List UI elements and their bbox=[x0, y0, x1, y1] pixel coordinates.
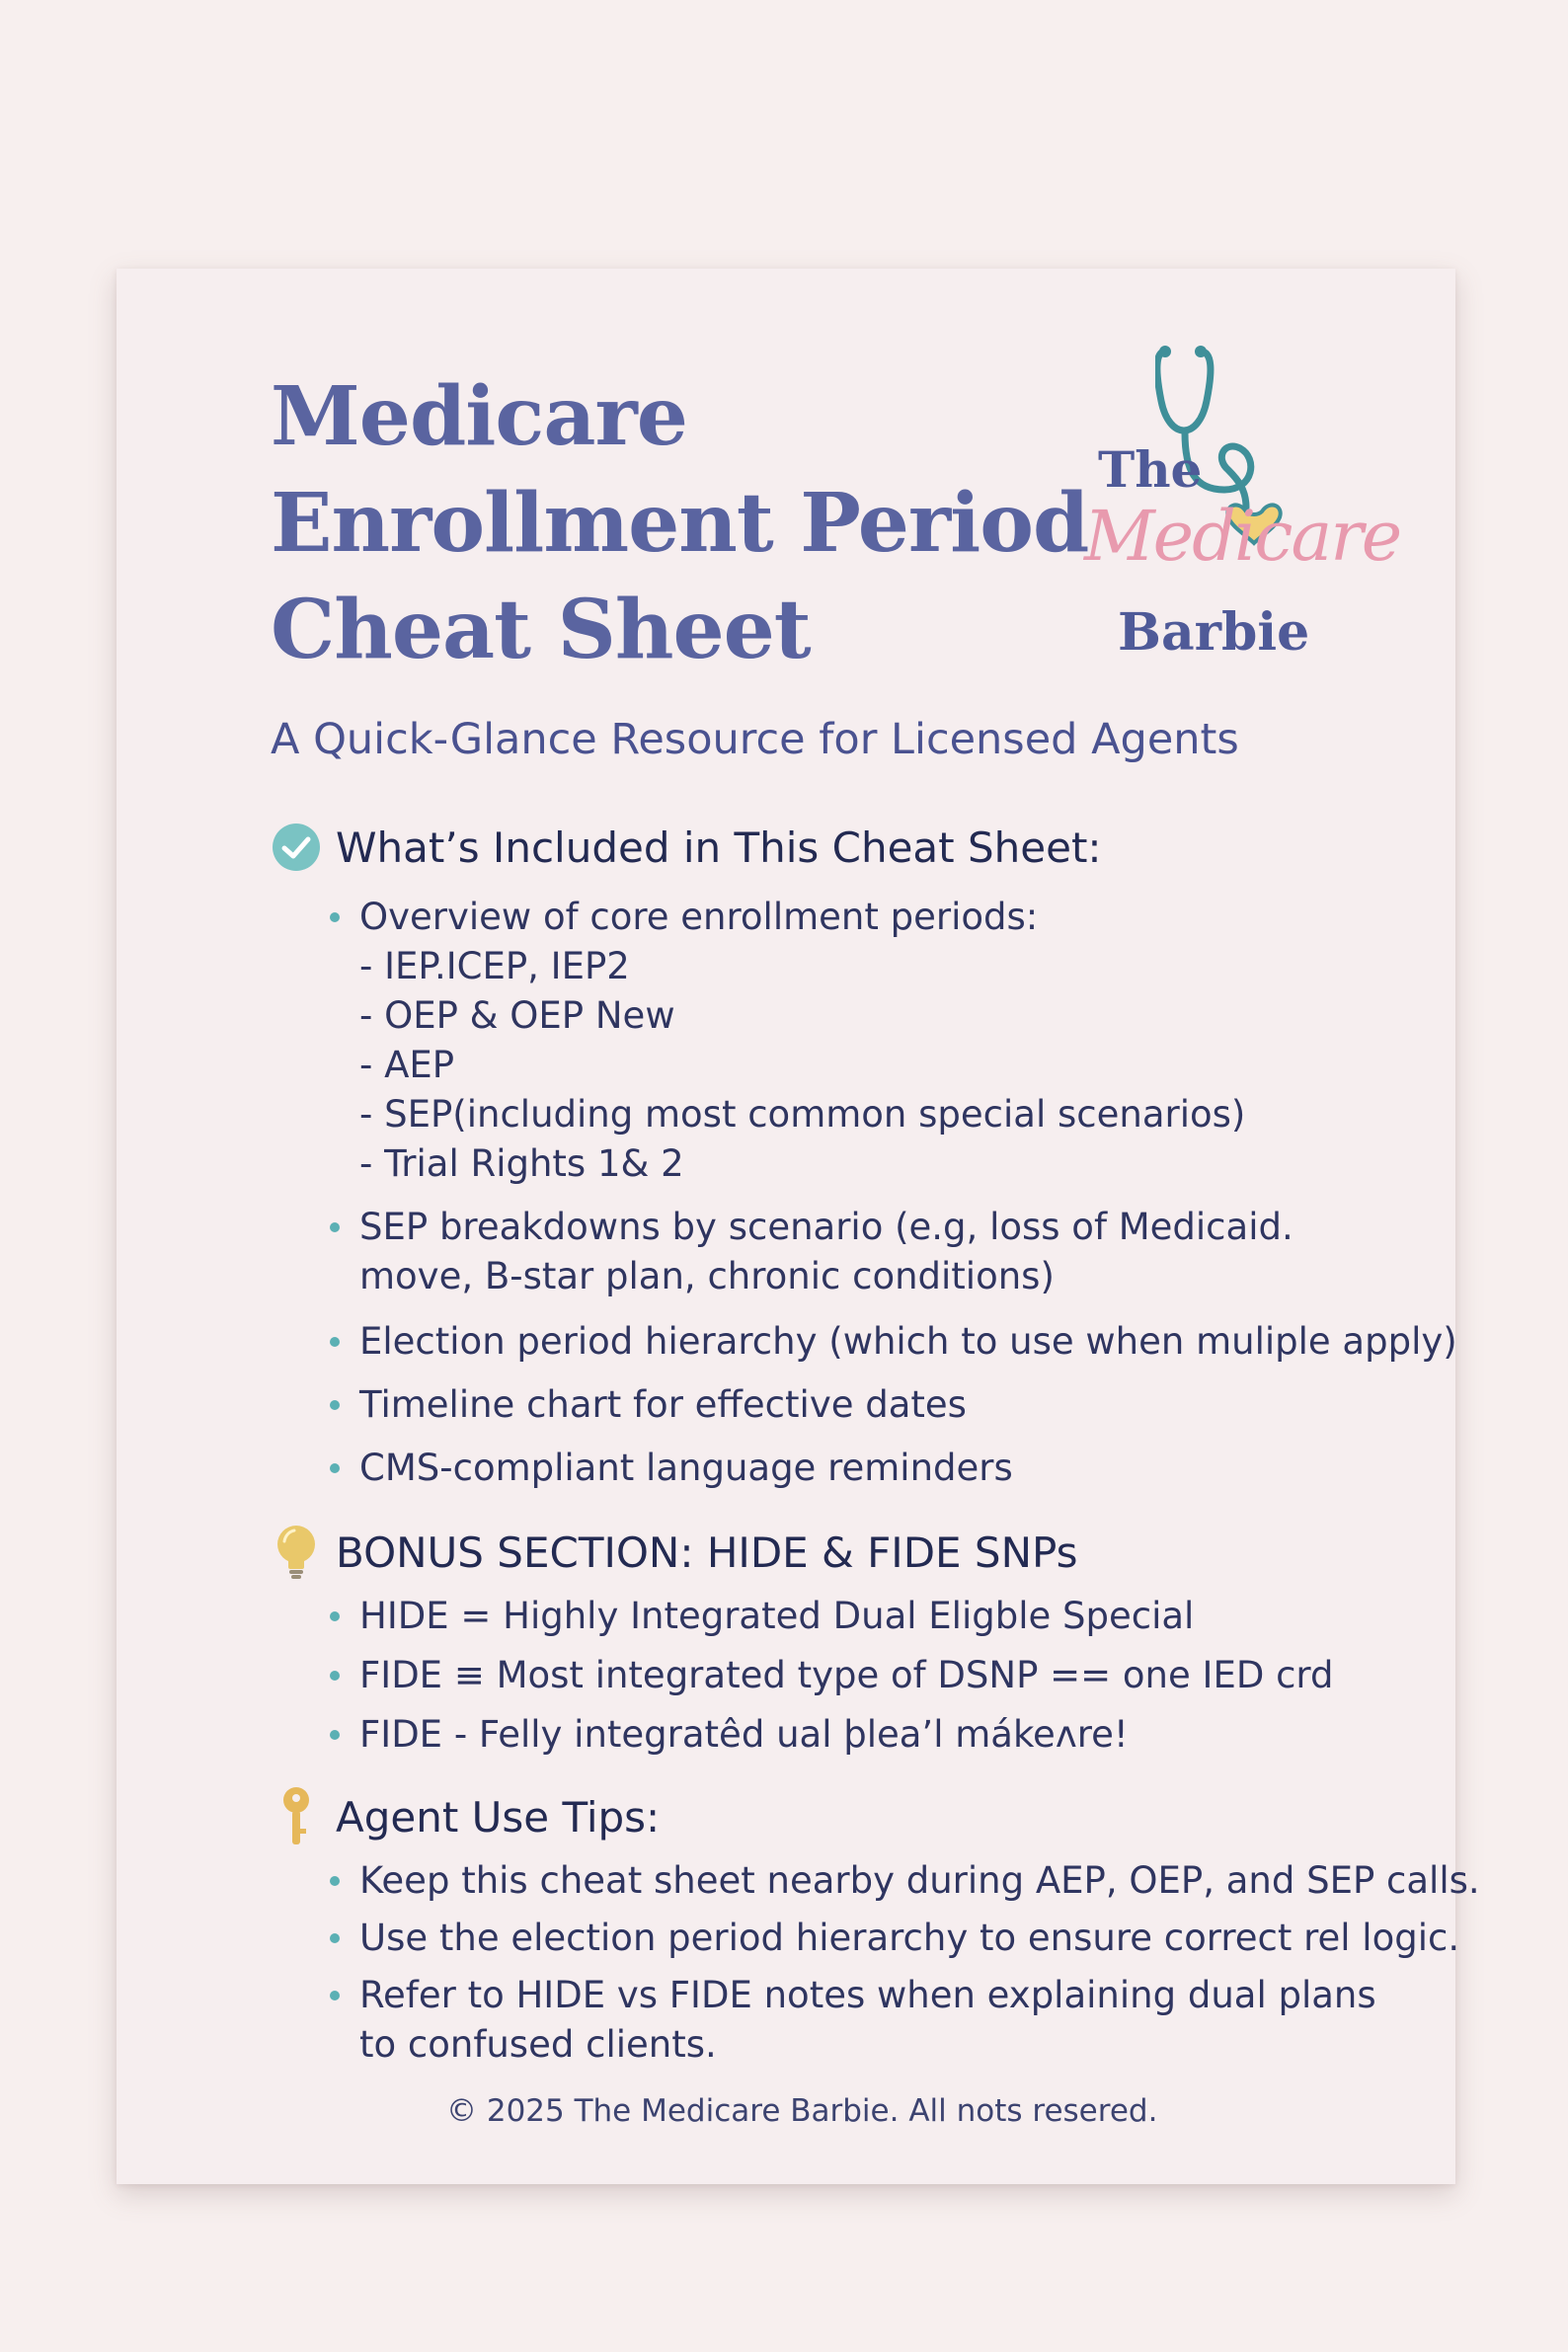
title-line-3: Cheat Sheet bbox=[271, 583, 811, 677]
bonus-heading: BONUS SECTION: HIDE & FIDE SNPs bbox=[336, 1528, 1078, 1577]
bullet-icon bbox=[330, 1222, 340, 1232]
list-item bbox=[330, 893, 1245, 1189]
bullet-icon bbox=[330, 1991, 340, 2000]
bonus-list bbox=[330, 1592, 1333, 1760]
cheat-sheet-card bbox=[117, 269, 1480, 2184]
list-item-text-cont: to confused clients. bbox=[359, 2023, 717, 2066]
sub-item: - Trial Rights 1& 2 bbox=[359, 1142, 684, 1185]
bullet-icon bbox=[330, 1933, 340, 1943]
bullet-icon bbox=[330, 1611, 340, 1621]
tips-heading-row bbox=[271, 1787, 660, 1846]
list-item bbox=[330, 1203, 1294, 1301]
copyright-footer: © 2025 The Medicare Barbie. All nots resered. bbox=[446, 2093, 1158, 2129]
key-icon bbox=[271, 1787, 322, 1846]
list-item-text: Overview of core enrollment periods: bbox=[359, 896, 1039, 938]
bullet-icon bbox=[330, 1400, 340, 1410]
list-item bbox=[330, 1914, 1480, 1963]
bullet-icon bbox=[330, 1463, 340, 1473]
list-item-text: Use the election period hierarchy to ensure correct rel logic. bbox=[359, 1917, 1460, 1959]
check-circle-icon bbox=[271, 818, 322, 877]
included-list-3 bbox=[330, 1317, 1457, 1493]
list-item bbox=[330, 1651, 1333, 1700]
list-item-text: Keep this cheat sheet nearby during AEP, OEP, and SEP calls. bbox=[359, 1859, 1480, 1902]
bullet-icon bbox=[330, 1730, 340, 1740]
list-item-text: FIDE - Felly integratêd ual þlea’l mákeʌre! bbox=[359, 1713, 1129, 1756]
list-item-text: HIDE = Highly Integrated Dual Eligble Special bbox=[359, 1595, 1195, 1637]
sub-item: - IEP.ICEP, IEP2 bbox=[359, 945, 630, 987]
lightbulb-icon bbox=[271, 1523, 322, 1582]
list-item bbox=[330, 1971, 1480, 2070]
logo-medicare-script: Medicare bbox=[1084, 496, 1401, 577]
list-item-text: FIDE ≡ Most integrated type of DSNP == one IED crd bbox=[359, 1654, 1334, 1696]
list-item bbox=[330, 1380, 1457, 1430]
included-heading-row bbox=[271, 818, 1102, 877]
title-line-1: Medicare bbox=[271, 369, 687, 464]
list-item-text: SEP breakdowns by scenario (e.g, loss of Medicaid. bbox=[359, 1206, 1294, 1248]
bullet-icon bbox=[330, 1337, 340, 1347]
included-list bbox=[330, 893, 1245, 1189]
list-item-text: Refer to HIDE vs FIDE notes when explaining dual plans bbox=[359, 1974, 1376, 2016]
subtitle: A Quick-Glance Resource for Licensed Agents bbox=[271, 715, 1239, 764]
list-item bbox=[330, 1317, 1457, 1367]
bullet-icon bbox=[330, 1671, 340, 1681]
sub-item: - SEP(including most common special scenarios) bbox=[359, 1093, 1246, 1136]
logo-barbie: Barbie bbox=[1118, 602, 1310, 663]
included-list-2 bbox=[330, 1203, 1294, 1301]
tips-heading: Agent Use Tips: bbox=[336, 1792, 661, 1842]
bullet-icon bbox=[330, 912, 340, 922]
list-item-text: Election period hierarchy (which to use when muliple apply) bbox=[359, 1320, 1457, 1363]
list-item bbox=[330, 1444, 1457, 1493]
list-item bbox=[330, 1710, 1333, 1760]
bonus-heading-row bbox=[271, 1523, 1077, 1582]
sub-item: - OEP & OEP New bbox=[359, 994, 675, 1037]
list-item-text: Timeline chart for effective dates bbox=[359, 1383, 967, 1426]
page-title bbox=[271, 363, 1218, 683]
sub-item: - AEP bbox=[359, 1044, 455, 1086]
list-item-text: CMS-compliant language reminders bbox=[359, 1447, 1013, 1489]
list-item-text-cont: move, B-star plan, chronic conditions) bbox=[359, 1255, 1055, 1297]
list-item bbox=[330, 1856, 1480, 1906]
medicare-barbie-logo bbox=[1084, 342, 1401, 677]
tips-list bbox=[330, 1856, 1480, 2070]
included-heading: What’s Included in This Cheat Sheet: bbox=[336, 823, 1102, 872]
logo-the: The bbox=[1098, 440, 1203, 499]
list-item bbox=[330, 1592, 1333, 1641]
bullet-icon bbox=[330, 1876, 340, 1886]
title-line-2: Enrollment Period bbox=[271, 476, 1089, 571]
